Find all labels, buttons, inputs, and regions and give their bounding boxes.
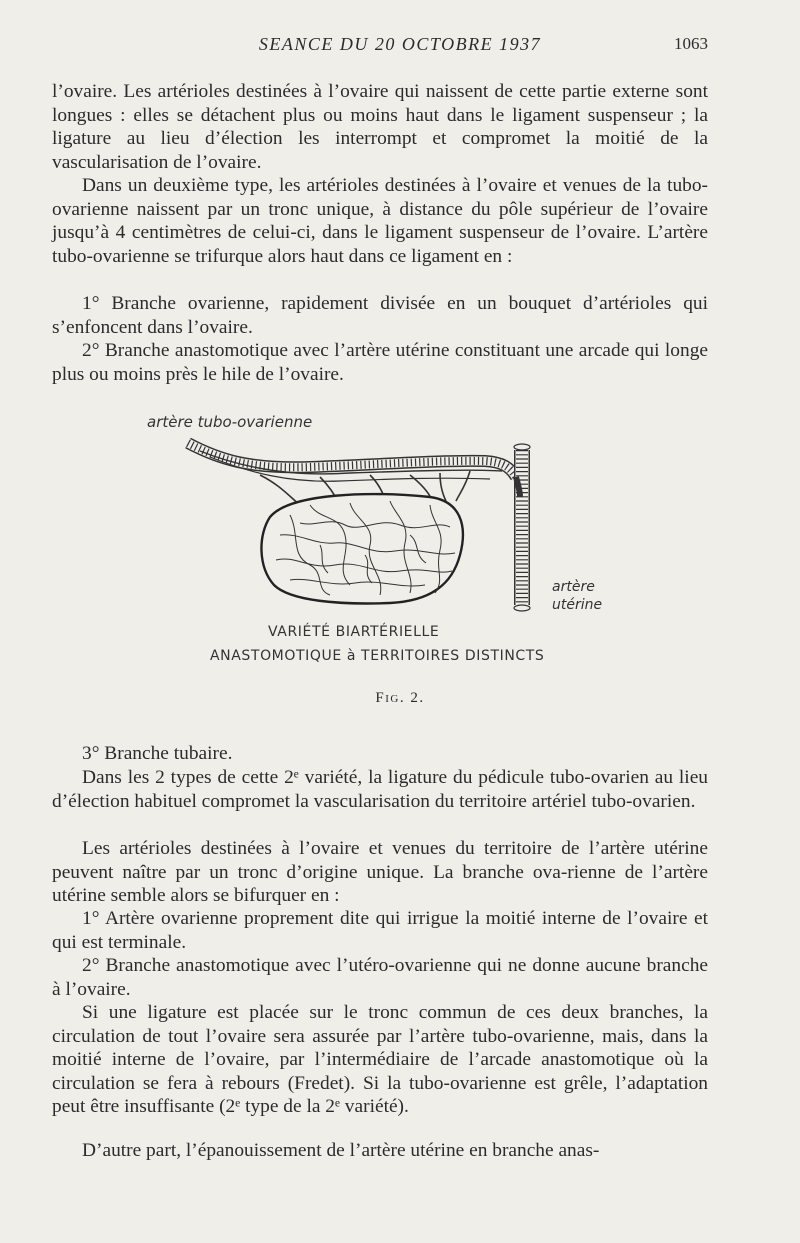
paragraph-5: 3° Branche tubaire. bbox=[82, 743, 233, 764]
tubo-ovarian-artery bbox=[188, 443, 516, 477]
running-title: SEANCE DU 20 OCTOBRE 1937 bbox=[258, 34, 542, 54]
page-header bbox=[0, 34, 800, 58]
paragraph-4: 2° Branche anastomotique avec l’artère utérine constituant une arcade qui longe plus ou moins près le hile de l’ovaire. bbox=[52, 340, 708, 385]
paragraph-8: 1° Artère ovarienne proprement dite qui irrigue la moitié interne de l’ovaire et qui est terminale. bbox=[52, 908, 708, 953]
paragraph-10: Si une ligature est placée sur le tronc commun de ces deux branches, la circulation de tout l’ovaire sera assurée par l’artère tubo-ovarienne, mais, dans la moitié interne de l’ovaire, par l’intermédiaire de l’arcade anastomotique où la circulation se fera à rebours (Fredet). Si la tubo-ovarienne est grêle, l’adaptation peut être insuffisante (2ᵉ type de la 2ᵉ variété). bbox=[52, 1002, 708, 1117]
figure-2 bbox=[140, 405, 620, 705]
label-uterine-line2: utérine bbox=[552, 597, 603, 613]
paragraph-9: 2° Branche anastomotique avec l’utéro-ovarienne qui ne donne aucune branche à l’ovaire. bbox=[52, 955, 708, 1000]
label-uterine-artery bbox=[552, 578, 612, 614]
label-tubo-ovarian-artery: artère tubo-ovarienne bbox=[147, 413, 313, 431]
label-uterine-line1: artère bbox=[552, 579, 595, 595]
ovary bbox=[261, 494, 462, 603]
page-number: 1063 bbox=[674, 34, 708, 53]
paragraph-6: Dans les 2 types de cette 2ᵉ variété, la ligature du pédicule tubo-ovarien au lieu d’élection habituel compromet la vascularisation du territoire artériel tubo-ovarien. bbox=[52, 767, 708, 812]
paragraph-1: l’ovaire. Les artérioles destinées à l’ovaire qui naissent de cette partie externe sont longues : elles se détachent plus ou moins haut dans le ligament suspenseur ; la ligature au lieu d’élection les interrompt et compromet la moitié de la vascularisation de l’ovaire. bbox=[52, 81, 708, 173]
figure-caption-line2: ANASTOMOTIQUE à TERRITOIRES DISTINCTS bbox=[210, 648, 545, 664]
paragraph-11: D’autre part, l’épanouissement de l’artère utérine en branche anas- bbox=[82, 1140, 600, 1161]
paragraph-7: Les artérioles destinées à l’ovaire et venues du territoire de l’artère utérine peuvent naître par un tronc d’origine unique. La branche ova-rienne de l’artère utérine semble alors se bifurquer en : bbox=[52, 838, 708, 906]
paragraph-2: Dans un deuxième type, les artérioles destinées à l’ovaire et venues de la tubo-ovarienne naissent par un tronc unique, à distance du pôle supérieur de l’ovaire jusqu’à 4 centimètres de celui-ci, dans le ligament suspenseur de l’ovaire. L’artère tubo-ovarienne se trifurque alors haut dans ce ligament en : bbox=[52, 175, 708, 267]
uterine-artery bbox=[514, 444, 530, 611]
figure-number: Fig. 2. bbox=[375, 690, 425, 706]
figure-caption-line1: VARIÉTÉ BIARTÉRIELLE bbox=[268, 624, 440, 640]
paragraph-3: 1° Branche ovarienne, rapidement divisée en un bouquet d’artérioles qui s’enfoncent dans l’ovaire. bbox=[52, 293, 708, 338]
